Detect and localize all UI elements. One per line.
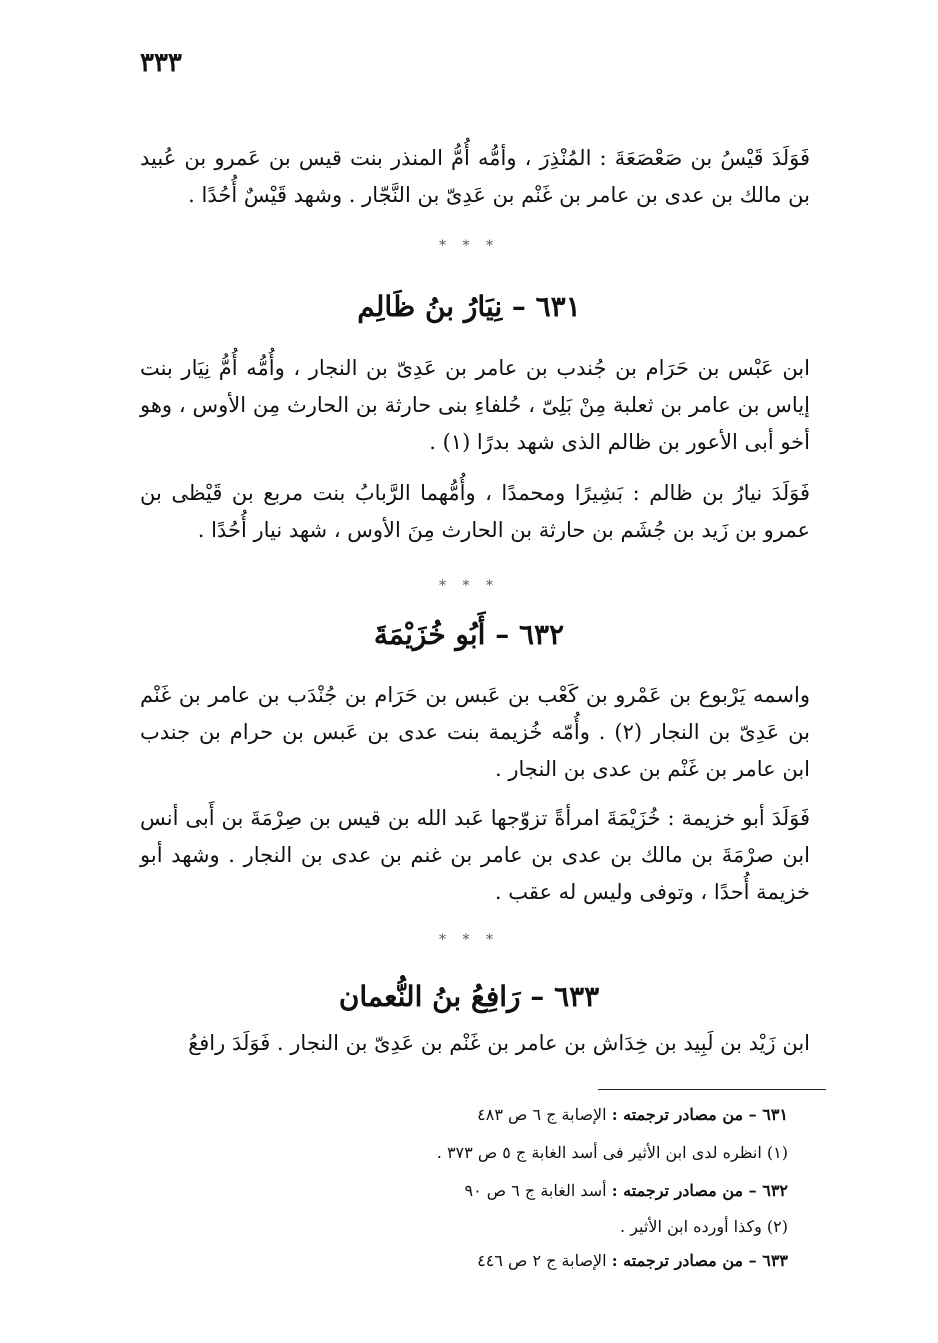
page-number: ٣٣٣ (140, 48, 182, 78)
footnote-label: ٦٣٢ – من مصادر ترجمته : (611, 1181, 788, 1200)
paragraph-631-children: فَوَلَدَ نيارُ بن ظالم : بَشِيرًا ومحمدًا ، وأُمُّهما الرَّبابُ بنت مربع بن قَيْظى بن عمرو بن زَيد بن جُشَم بن حارثة بن الحارث مِنَ الأوس ، شهد نيار أُحُدًا . (140, 481, 810, 542)
footnote-text: الإصابة ج ٦ ص ٤٨٣ (477, 1105, 612, 1124)
footnote-2 (128, 1216, 788, 1238)
section-heading-632: ٦٣٢ – أَبُو خُزَيْمَةَ (373, 618, 565, 651)
section-heading-631: ٦٣١ – نِيَارُ بنُ ظَالِم (357, 290, 581, 323)
footnote-633-sources (128, 1250, 788, 1272)
section-heading-633: ٦٣٣ – رَافِعُ بنُ النُّعمان (338, 980, 600, 1013)
footnote-divider (598, 1089, 826, 1090)
footnote-632-sources (128, 1180, 788, 1202)
footnote-text: (٢) وكذا أورده ابن الأثير . (620, 1217, 788, 1236)
footnote-text: (١) انظره لدى ابن الأثير فى أسد الغابة ج ٥ ص ٣٧٣ . (436, 1143, 788, 1162)
footnote-text: الإصابة ج ٢ ص ٤٤٦ (477, 1251, 612, 1270)
section-separator: * * * (439, 932, 499, 948)
paragraph-632-children: فَوَلَدَ أبو خزيمة : خُزَيْمَةَ امرأةً تزوّجها عَبد الله بن قيس بن صِرْمَةَ بن أَبى أنس ابن صرْمَةَ بن مالك بن عدى بن عامر بن غنم بن عدى بن النجار . وشهد أبو خزيمة أُحدًا ، وتوفى وليس له عقب . (140, 806, 810, 904)
footnote-label: ٦٣١ – من مصادر ترجمته : (611, 1105, 788, 1124)
intro-paragraph: فَوَلَدَ قَيْسُ بن صَعْصَعَةَ : المُنْذِرَ ، وأمُّه أُمُّ المنذر بنت قيس بن عَمرو بن عُبيد بن مالك بن عدى بن عامر بن غَنْم بن عَدِىّ بن النَّجّار . وشهد قَيْسٌ أُحُدًا . (140, 146, 810, 207)
section-separator: * * * (439, 238, 499, 254)
paragraph-633-lineage: ابن زَيْد بن لَبِيد بن خِدَاش بن عامر بن غَنْم بن عَدِىّ بن النجار . فَوَلَدَ رافعُ (188, 1031, 810, 1055)
section-separator: * * * (439, 578, 499, 594)
footnote-text: أسد الغابة ج ٦ ص ٩٠ (464, 1181, 612, 1200)
footnote-631-sources (128, 1104, 788, 1126)
paragraph-631-lineage: ابن عَبْس بن حَرَام بن جُندب بن عامر بن عَدِىّ بن النجار ، وأُمُّه أُمُّ نِيَار بنت إياس بن عامر بن ثعلبة مِنْ بَلِىّ ، حُلفاءِ بنى حارثة بن الحارث مِن الأوس ، وهو أخو أبى الأعور بن ظالم الذى شهد بدرًا (١) . (140, 356, 810, 454)
footnote-1 (128, 1142, 788, 1164)
footnote-label: ٦٣٣ – من مصادر ترجمته : (611, 1251, 788, 1270)
paragraph-632-lineage: واسمه يَرْبوع بن عَمْرو بن كَعْب بن عَبس بن حَرَام بن جُنْدَب بن عامر بن غَنْم بن عَدِىّ بن النجار (٢) . وأُمّه خُزيمة بنت عدى بن عَبس بن حرام بن جندب ابن عامر بن غَنْم بن عدى بن النجار . (140, 683, 810, 781)
